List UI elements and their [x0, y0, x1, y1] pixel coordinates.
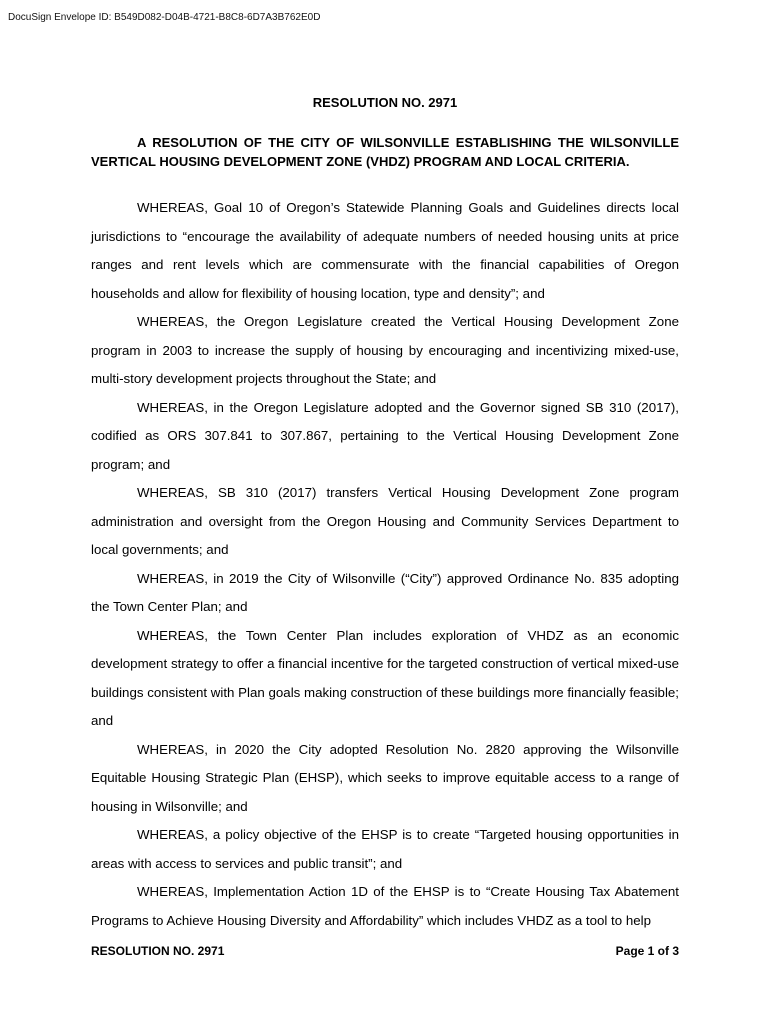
whereas-paragraph-ordinance-835: WHEREAS, in 2019 the City of Wilsonville (“City”) approved Ordinance No. 835 adopting the Town Center Plan; and — [91, 570, 679, 614]
heading-line-1: A RESOLUTION OF THE CITY OF WILSONVILLE ESTABLISHING THE WILSONVILLE — [137, 135, 679, 150]
resolution-heading — [91, 133, 679, 171]
whereas-paragraph-transfer: WHEREAS, SB 310 (2017) transfers Vertical Housing Development Zone program administration and oversight from the Oregon Housing and Community Services Department to local governments; and — [91, 485, 679, 557]
whereas-paragraph-goal-10: WHEREAS, Goal 10 of Oregon’s Statewide Planning Goals and Guidelines directs local jurisdictions to “encourage the availability of adequate numbers of needed housing units at price ranges and rent levels which are commensurate with the financial capabilities of Oregon households and allow for flexibility of housing location, type and density”; and — [91, 200, 679, 301]
whereas-paragraph-action-1d: WHEREAS, Implementation Action 1D of the EHSP is to “Create Housing Tax Abatement Programs to Achieve Housing Diversity and Affordability” which includes VHDZ as a tool to help — [91, 884, 679, 928]
whereas-paragraph-sb-310: WHEREAS, in the Oregon Legislature adopted and the Governor signed SB 310 (2017), codified as ORS 307.841 to 307.867, pertaining to the Vertical Housing Development Zone program; and — [91, 399, 679, 472]
whereas-paragraph-resolution-2820: WHEREAS, in 2020 the City adopted Resolution No. 2820 approving the Wilsonville Equitable Housing Strategic Plan (EHSP), which seeks to improve equitable access to a range of housing in Wilsonville; and — [91, 741, 679, 814]
footer-resolution-number: RESOLUTION NO. 2971 — [91, 944, 225, 958]
docusign-envelope-id: DocuSign Envelope ID: B549D082-D04B-4721-B8C8-6D7A3B762E0D — [8, 12, 321, 23]
footer-page-number: Page 1 of 3 — [615, 944, 679, 958]
whereas-paragraph-ehsp-objective: WHEREAS, a policy objective of the EHSP is to create “Targeted housing opportunities in areas with access to services and public transit”; and — [91, 827, 679, 871]
resolution-title: RESOLUTION NO. 2971 — [312, 95, 458, 110]
page-footer — [91, 944, 679, 958]
whereas-paragraph-town-center-plan: WHEREAS, the Town Center Plan includes exploration of VHDZ as an economic development strategy to offer a financial incentive for the targeted construction of vertical mixed-use buildings consistent with Plan goals making construction of these buildings more financially feasible; and — [91, 627, 679, 728]
whereas-paragraph-legislature-2003: WHEREAS, the Oregon Legislature created the Vertical Housing Development Zone program in 2003 to increase the supply of housing by encouraging and incentivizing mixed-use, multi-story development projects throughout the State; and — [91, 314, 679, 386]
resolution-body — [91, 194, 679, 935]
heading-line-2: VERTICAL HOUSING DEVELOPMENT ZONE (VHDZ) PROGRAM AND LOCAL CRITERIA. — [91, 154, 630, 169]
